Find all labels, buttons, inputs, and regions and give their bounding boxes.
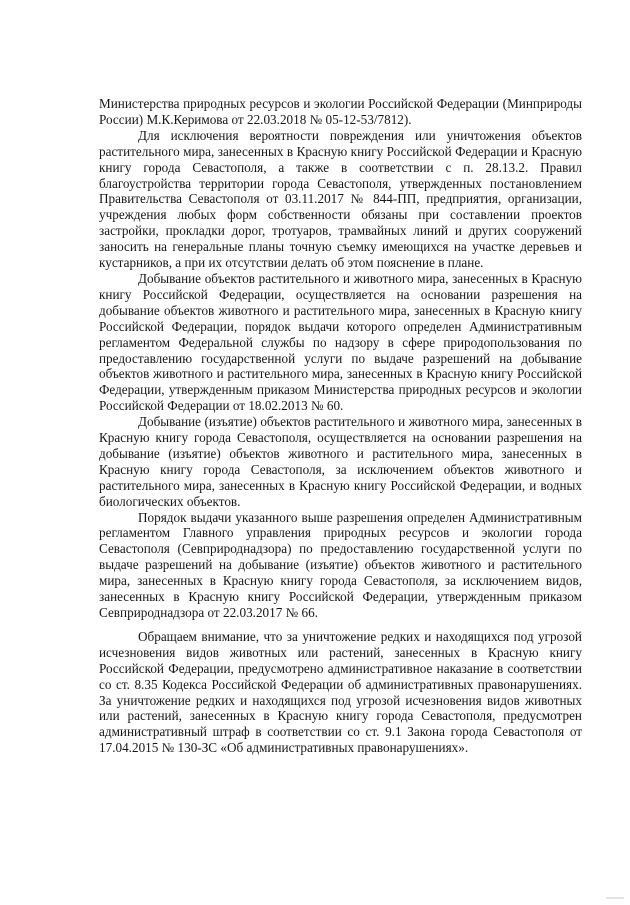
paragraph-continuation: Министерства природных ресурсов и экологии Российской Федерации (Минприроды России) М.К.Керимова от 22.03.2018 № 05-12-53/7812).	[99, 96, 582, 127]
document-body	[99, 96, 582, 756]
paragraph-city-permit: Добывание (изъятие) объектов растительного и животного мира, занесенных в Красную книгу города Севастополя, осуществляется на основании разрешения на добывание (изъятие) объектов животного и растительного мира, занесенных в Красную книгу города Севастополя, за исключением объектов животного и растительного мира, занесенных в Красную книгу Российской Федерации, и водных биологических объектов.	[99, 414, 582, 509]
paragraph-survey-requirement: Для исключения вероятности повреждения или уничтожения объектов растительного мира, занесенных в Красную книгу Российской Федерации и Красную книгу города Севастополя, а также в соответствии с п. 28.13.2. Правил благоустройства территории города Севастополя, утвержденных постановлением Правительства Севастополя от 03.11.2017 № 844-ПП, предприятия, организации, учреждения любых форм собственности обязаны при составлении проектов застройки, прокладки дорог, тротуаров, трамвайных линий и других сооружений заносить на генеральные планы точную съемку имеющихся на участке деревьев и кустарников, а при их отсутствии делать об этом пояснение в плане.	[99, 127, 582, 271]
paragraph-federal-permit: Добывание объектов растительного и животного мира, занесенных в Красную книгу Российской Федерации, осуществляется на основании разрешения на добывание объектов животного и растительного мира, занесенных в Красную книгу Российской Федерации, порядок выдачи которого определен Административным регламентом Федеральной службы по надзору в сфере природопользования по предоставлению государственной услуги по выдаче разрешений на добывание объектов животного и растительного мира, занесенных в Красную книгу Российской Федерации, утвержденным приказом Министерства природных ресурсов и экологии Российской Федерации от 18.02.2013 № 60.	[99, 270, 582, 414]
paragraph-permit-procedure: Порядок выдачи указанного выше разрешения определен Административным регламентом Главного управления природных ресурсов и экологии города Севастополя (Севприроднадзора) по предоставлению государственной услуги по выдаче разрешений на добывание (изъятие) объектов животного и растительного мира, занесенных в Красную книгу города Севастополя, за исключением видов, занесенных в Красную книгу Российской Федерации, утвержденным приказом Севприроднадзора от 22.03.2017 № 66.	[99, 509, 582, 620]
scan-edge-mark	[606, 897, 624, 899]
paragraph-penalties: Обращаем внимание, что за уничтожение редких и находящихся под угрозой исчезновения видов животных или растений, занесенных в Красную книгу Российской Федерации, предусмотрено административное наказание в соответствии со ст. 8.35 Кодекса Российской Федерации об административных правонарушениях. За уничтожение редких и находящихся под угрозой исчезновения видов животных или растений, занесенных в Красную книгу города Севастополя, предусмотрен административный штраф в соответствии со ст. 9.1 Закона города Севастополя от 17.04.2015 № 130-ЗС «Об административных правонарушениях».	[99, 628, 582, 756]
